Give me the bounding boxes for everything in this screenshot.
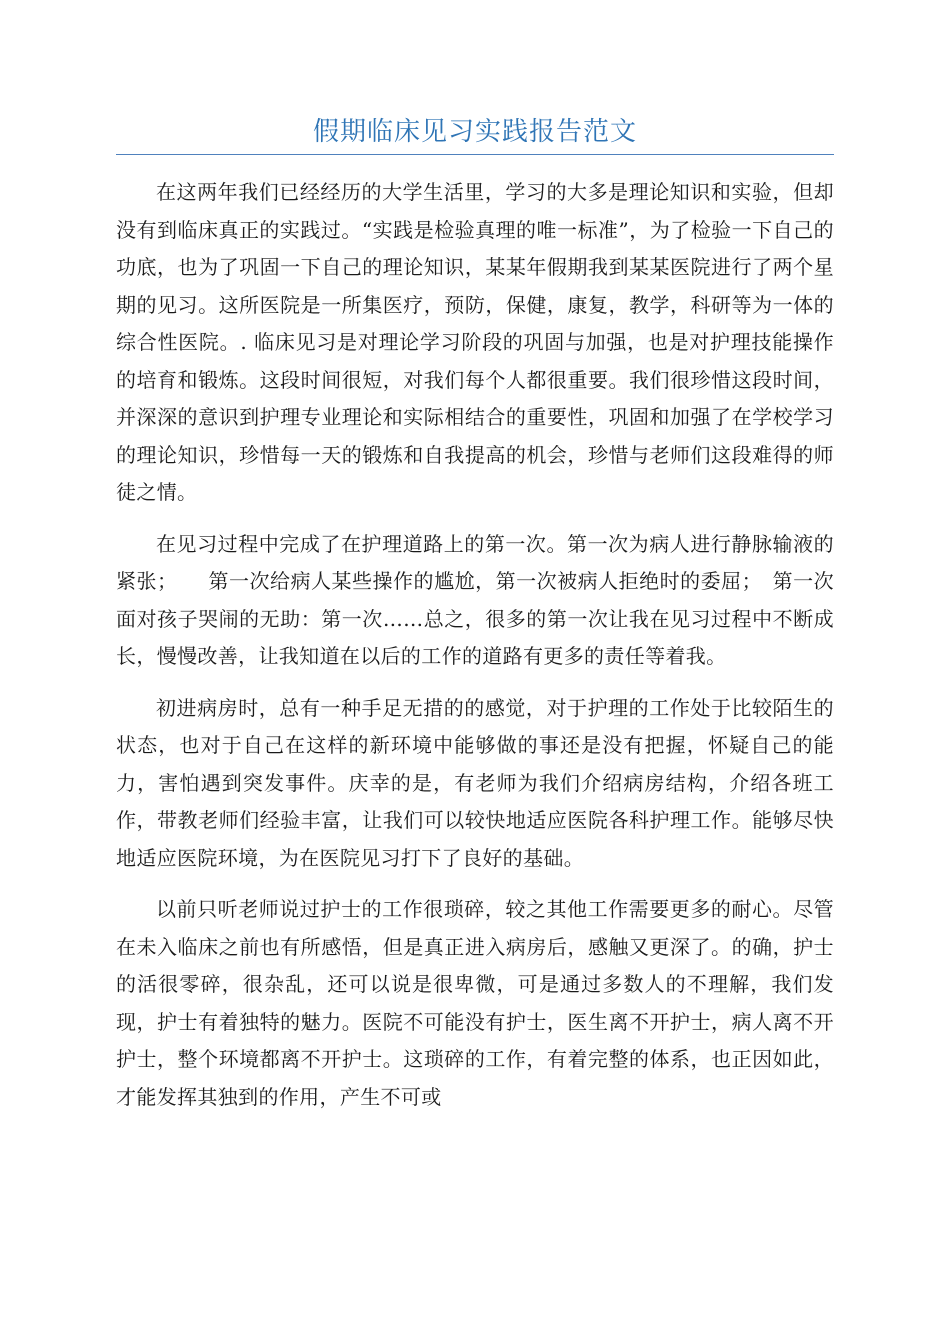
document-title: 假期临床见习实践报告范文 — [312, 117, 637, 147]
paragraph-3: 初进病房时，总有一种手足无措的的感觉，对于护理的工作处于比较陌生的状态，也对于自己在这样的新环境中能够做的事还是没有把握，怀疑自己的能力，害怕遇到突发事件。庆幸的是，有老师为我们介绍病房结构，介绍各班工作，带教老师们经验丰富，让我们可以较快地适应医院各科护理工作。能够尽快地适应医院环境，为在医院见习打下了良好的基础。 — [116, 695, 834, 870]
title-underline — [116, 154, 834, 155]
paragraph-1: 在这两年我们已经经历的大学生活里，学习的大多是理论知识和实验，但却没有到临床真正的实践过。“实践是检验真理的唯一标准”，为了检验一下自己的功底，也为了巩固一下自己的理论知识，某某年假期我到某某医院进行了两个星期的见习。这所医院是一所集医疗，预防，保健，康复，教学，科研等为一体的综合性医院。. 临床见习是对理论学习阶段的巩固与加强，也是对护理技能操作的培育和锻炼。这段时间很短，对我们每个人都很重要。我们很珍惜这段时间，并深深的意识到护理专业理论和实际相结合的重要性，巩固和加强了在学校学习的理论知识，珍惜每一天的锻炼和自我提高的机会，珍惜与老师们这段难得的师徒之情。 — [116, 180, 834, 504]
paragraph-4: 以前只听老师说过护士的工作很琐碎，较之其他工作需要更多的耐心。尽管在未入临床之前也有所感悟，但是真正进入病房后，感触又更深了。的确，护士的活很零碎，很杂乱，还可以说是很卑微，可是通过多数人的不理解，我们发现，护士有着独特的魅力。医院不可能没有护士，医生离不开护士，病人离不开护士，整个环境都离不开护士。这琐碎的工作，有着完整的体系，也正因如此，才能发挥其独到的作用，产生不可或 — [116, 897, 834, 1109]
document-body — [116, 174, 834, 1130]
paragraph-2: 在见习过程中完成了在护理道路上的第一次。第一次为病人进行静脉输液的紧张； 第一次给病人某些操作的尴尬，第一次被病人拒绝时的委屈； 第一次面对孩子哭闹的无助：第一次……总之，很多的第一次让我在见习过程中不断成长，慢慢改善，让我知道在以后的工作的道路有更多的责任等着我。 — [116, 531, 834, 668]
